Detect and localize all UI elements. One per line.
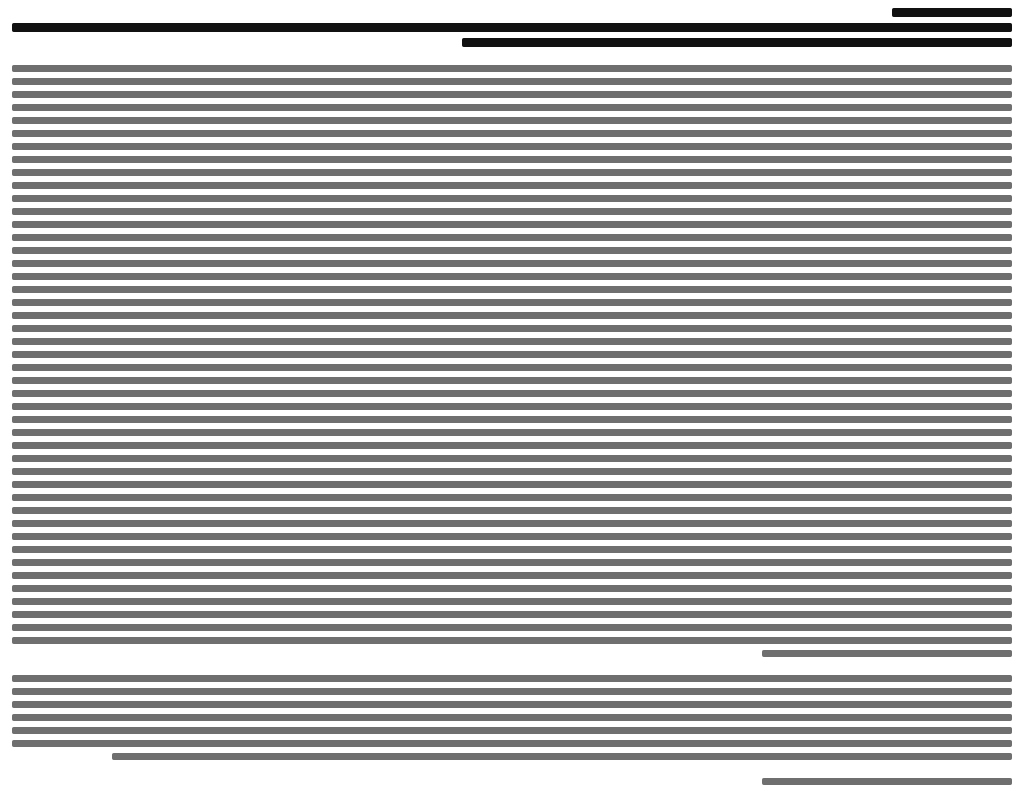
- auction-terms-block: [12, 675, 1012, 760]
- body-line: [12, 65, 1012, 72]
- body-line: [12, 429, 1012, 436]
- body-line: [12, 117, 1012, 124]
- body-line: [12, 377, 1012, 384]
- body-line: [12, 572, 1012, 579]
- body-line: [12, 520, 1012, 527]
- body-line: [12, 624, 1012, 631]
- body-line: [762, 650, 1012, 657]
- body-line: [12, 208, 1012, 215]
- intro-line: [462, 38, 1012, 47]
- body-line: [12, 325, 1012, 332]
- notice-title-block: [12, 8, 1012, 47]
- body-line: [12, 273, 1012, 280]
- body-line: [12, 286, 1012, 293]
- body-line: [12, 104, 1012, 111]
- body-line: [12, 351, 1012, 358]
- body-line: [12, 247, 1012, 254]
- body-line: [12, 169, 1012, 176]
- body-line: [12, 312, 1012, 319]
- body-line: [12, 585, 1012, 592]
- body-line: [12, 442, 1012, 449]
- intro-line: [12, 23, 1012, 32]
- body-line: [12, 260, 1012, 267]
- body-line: [12, 494, 1012, 501]
- terms-line: [12, 701, 1012, 708]
- body-line: [12, 481, 1012, 488]
- body-line: [12, 637, 1012, 644]
- body-line: [12, 221, 1012, 228]
- body-line: [12, 546, 1012, 553]
- body-line: [12, 143, 1012, 150]
- body-line: [12, 338, 1012, 345]
- body-line: [12, 182, 1012, 189]
- body-line: [12, 91, 1012, 98]
- terms-line: [12, 740, 1012, 747]
- body-line: [12, 533, 1012, 540]
- terms-line: [12, 675, 1012, 682]
- body-line: [12, 507, 1012, 514]
- body-line: [12, 611, 1012, 618]
- body-line: [12, 403, 1012, 410]
- body-line: [12, 156, 1012, 163]
- body-line: [12, 234, 1012, 241]
- body-line: [12, 390, 1012, 397]
- body-line: [12, 598, 1012, 605]
- signature-block: [12, 778, 1012, 791]
- body-line: [12, 130, 1012, 137]
- terms-line: [12, 688, 1012, 695]
- signature-line: [762, 778, 1012, 785]
- body-line: [12, 78, 1012, 85]
- body-line: [12, 299, 1012, 306]
- notice-body-block: [12, 65, 1012, 657]
- title-line: [892, 8, 1012, 17]
- body-line: [12, 195, 1012, 202]
- body-line: [12, 455, 1012, 462]
- body-line: [12, 468, 1012, 475]
- terms-line: [12, 714, 1012, 721]
- terms-line: [12, 727, 1012, 734]
- terms-line: [112, 753, 1012, 760]
- body-line: [12, 559, 1012, 566]
- body-line: [12, 416, 1012, 423]
- body-line: [12, 364, 1012, 371]
